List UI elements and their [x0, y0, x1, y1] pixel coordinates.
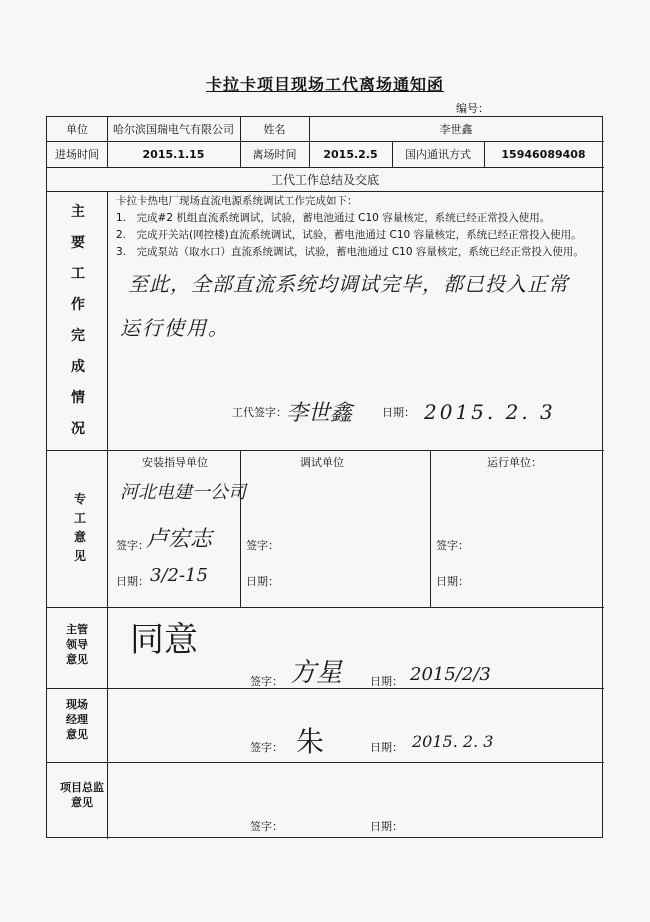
main-work-label-char: 完: [71, 328, 85, 344]
director-sign-label: 签字：: [250, 820, 283, 833]
manager-sign-label: 签字：: [250, 741, 283, 754]
summary-header: 工代工作总结及交底: [270, 172, 379, 187]
leader-signature: 方星: [290, 658, 343, 688]
work-sign-label: 工代签字：: [232, 406, 287, 419]
main-work-label-char: 主: [71, 204, 85, 220]
director-opinion-label: [60, 780, 104, 810]
manager-date-value: 2015. 2. 3: [412, 732, 494, 751]
manager-signature: 朱: [296, 725, 325, 758]
operation-date-label: 日期：: [436, 575, 469, 588]
professional-opinion-label-char: 专: [73, 492, 86, 506]
professional-opinion-label-char: 意: [73, 530, 86, 544]
install-unit-header: 安装指导单位: [142, 456, 208, 469]
main-work-label-char: 成: [71, 359, 85, 375]
professional-opinion-label-char: 见: [73, 549, 86, 563]
leader-opinion-label: [60, 622, 94, 667]
main-work-label-char: 情: [71, 390, 85, 406]
install-signature: 卢宏志: [146, 527, 213, 552]
handwritten-summary-line1: 至此，全部直流系统均调试完毕，都已投入正常: [128, 272, 569, 296]
name-label: 姓名: [263, 123, 286, 136]
contact-value: 15946089408: [501, 147, 586, 161]
main-work-label-char: 作: [71, 297, 85, 313]
director-date-label: 日期：: [370, 820, 403, 833]
leader-date-label: 日期：: [370, 675, 403, 688]
debug-unit-header: 调试单位: [300, 456, 344, 469]
main-work-label-char: 工: [71, 266, 85, 282]
leader-sign-label: 签字：: [250, 675, 283, 688]
manager-opinion-label: [60, 697, 94, 742]
work-item-1: 1. 完成#2 机组直流系统调试，试验，蓄电池通过 C10 容量核定，系统已经正常投入使用。: [116, 212, 551, 224]
work-intro: 卡拉卡热电厂现场直流电源系统调试工作完成如下：: [116, 195, 358, 207]
leaderLabel-text: 主管 领导 意见: [66, 623, 88, 666]
managerLabel-text: 现场 经理 意见: [66, 698, 88, 741]
debug-sign-label: 签字：: [246, 539, 279, 552]
enter-time-label: 进场时间: [55, 148, 99, 161]
work-date-label: 日期：: [382, 406, 415, 419]
leader-date-value: 2015/2/3: [410, 664, 491, 685]
page-title: 卡拉卡项目现场工代离场通知函: [205, 75, 444, 94]
operation-sign-label: 签字：: [436, 539, 469, 552]
enter-time-value: 2015.1.15: [142, 147, 205, 161]
leave-time-value: 2015.2.5: [323, 147, 378, 161]
manager-date-label: 日期：: [370, 741, 403, 754]
operation-unit-header: 运行单位：: [487, 456, 542, 469]
work-item-2: 2. 完成开关站(网控楼)直流系统调试，试验，蓄电池通过 C10 容量核定，系统已经正常投入使用。: [116, 229, 582, 241]
professional-opinion-label-char: 工: [73, 511, 86, 525]
handwritten-summary-line2: 运行使用。: [120, 316, 230, 340]
install-date-label: 日期：: [116, 575, 149, 588]
main-work-label-char: 要: [71, 235, 85, 251]
work-date-value: 2015. 2. 3: [424, 400, 556, 424]
work-signature: 李世鑫: [286, 401, 353, 426]
unit-value: 哈尔滨国瑞电气有限公司: [113, 123, 234, 136]
directorLabel-text: 项目总监 意见: [60, 781, 104, 809]
debug-date-label: 日期：: [246, 575, 279, 588]
contact-label: 国内通讯方式: [405, 148, 471, 161]
leave-time-label: 离场时间: [252, 148, 297, 161]
leader-opinion-text: 同意: [130, 620, 198, 660]
work-item-3: 3. 完成泵站（取水口）直流系统调试，试验，蓄电池通过 C10 容量核定，系统已经正常投入使用。: [116, 246, 584, 258]
install-sign-label: 签字：: [116, 539, 149, 552]
main-work-label-char: 况: [71, 421, 85, 437]
install-date-value: 3/2-15: [150, 565, 208, 586]
install-unit-handwritten: 河北电建一公司: [120, 482, 246, 503]
unit-label: 单位: [66, 123, 88, 136]
name-value: 李世鑫: [439, 123, 473, 136]
document-number-label: 编号：: [456, 102, 489, 115]
